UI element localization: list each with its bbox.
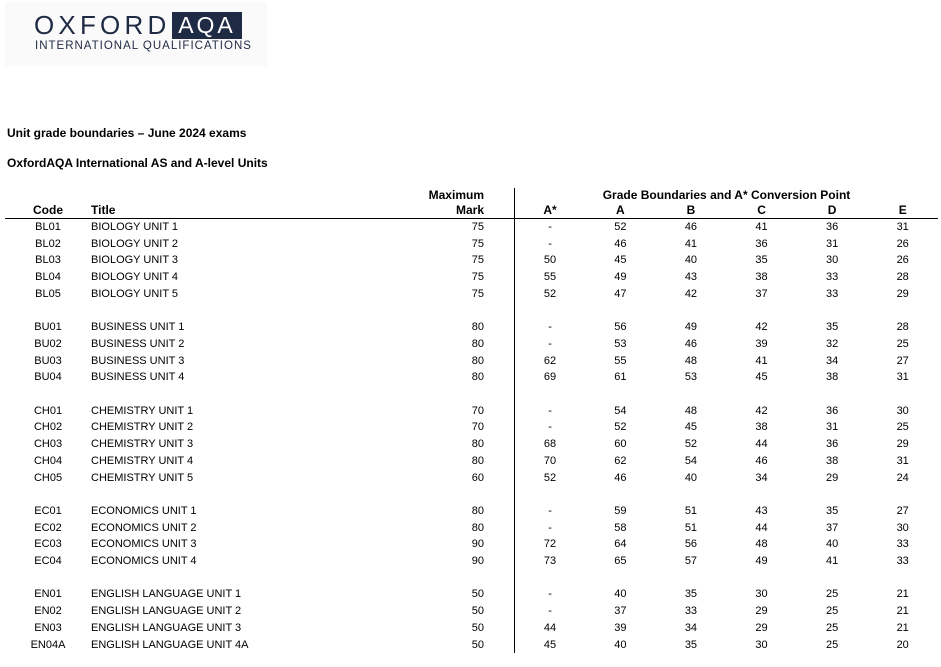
cell-e: 24 <box>896 471 909 484</box>
cell-code: BU03 <box>34 354 62 367</box>
cell-d: 25 <box>825 605 839 618</box>
cell-a: 46 <box>614 237 627 250</box>
cell-a: 49 <box>614 271 627 284</box>
cell-title: ECONOMICS UNIT 4 <box>91 555 197 568</box>
cell-astar: - <box>548 321 552 334</box>
cell-max: 50 <box>378 603 515 620</box>
cell-d: 36 <box>825 438 839 451</box>
cell-d: 34 <box>825 354 839 367</box>
cell-astar: 69 <box>543 371 557 384</box>
cell-code: CH03 <box>33 438 63 451</box>
cell-c: 36 <box>755 237 768 250</box>
cell-b: 35 <box>684 638 698 651</box>
cell-b: 57 <box>684 555 698 568</box>
cell-max: 80 <box>378 336 515 353</box>
cell-e: 25 <box>896 421 909 434</box>
cell-a: 40 <box>614 588 627 601</box>
cell-e: 20 <box>896 638 909 651</box>
grade-header-b: B <box>656 203 727 219</box>
cell-max: 75 <box>378 269 515 286</box>
cell-c: 44 <box>755 438 768 451</box>
cell-code: BU02 <box>34 337 62 350</box>
cell-c: 44 <box>755 521 768 534</box>
cell-b: 51 <box>684 504 698 517</box>
cell-d: 31 <box>825 237 839 250</box>
cell-title: ECONOMICS UNIT 3 <box>91 538 197 551</box>
table-row <box>5 353 938 370</box>
cell-d: 31 <box>825 421 839 434</box>
cell-title: CHEMISTRY UNIT 1 <box>91 404 194 417</box>
cell-max: 60 <box>378 470 515 487</box>
cell-code: EN03 <box>34 621 62 634</box>
cell-c: 49 <box>755 555 768 568</box>
cell-c: 39 <box>755 337 768 350</box>
cell-astar: 73 <box>543 555 557 568</box>
cell-e: 21 <box>896 621 909 634</box>
table-row <box>5 269 938 286</box>
cell-c: 41 <box>755 354 768 367</box>
cell-title: BUSINESS UNIT 2 <box>91 337 185 350</box>
cell-b: 46 <box>684 337 698 350</box>
cell-b: 51 <box>684 521 698 534</box>
cell-astar: - <box>548 421 552 434</box>
cell-b: 35 <box>684 588 698 601</box>
cell-title: CHEMISTRY UNIT 5 <box>91 471 194 484</box>
cell-d: 35 <box>825 321 839 334</box>
table-row <box>5 553 938 570</box>
cell-astar: - <box>548 404 552 417</box>
logo-aqa-box: AQA <box>172 12 242 39</box>
cell-code: BU01 <box>34 321 62 334</box>
cell-b: 40 <box>684 471 698 484</box>
cell-astar: 70 <box>543 454 557 467</box>
cell-a: 64 <box>614 538 627 551</box>
cell-b: 54 <box>684 454 698 467</box>
cell-e: 31 <box>896 371 909 384</box>
cell-code: CH05 <box>33 471 63 484</box>
cell-code: BL05 <box>35 287 61 300</box>
table-row <box>5 470 938 487</box>
cell-d: 38 <box>825 454 839 467</box>
cell-c: 30 <box>755 588 768 601</box>
cell-a: 53 <box>614 337 627 350</box>
logo-subtitle: INTERNATIONAL QUALIFICATIONS <box>35 40 252 52</box>
cell-a: 61 <box>614 371 627 384</box>
cell-e: 29 <box>896 438 909 451</box>
cell-c: 42 <box>755 321 768 334</box>
cell-e: 31 <box>896 221 909 233</box>
max-mark-header: Maximum <box>378 188 515 203</box>
cell-title: BIOLOGY UNIT 5 <box>91 287 179 300</box>
cell-d: 29 <box>825 471 839 484</box>
cell-code: CH01 <box>33 404 63 417</box>
cell-a: 46 <box>614 471 627 484</box>
cell-astar: - <box>548 504 552 517</box>
cell-c: 34 <box>755 471 768 484</box>
cell-a: 58 <box>614 521 627 534</box>
cell-c: 29 <box>755 621 768 634</box>
cell-d: 40 <box>825 538 839 551</box>
cell-astar: - <box>548 588 552 601</box>
grade-header-a: A <box>585 203 656 219</box>
cell-b: 49 <box>684 321 698 334</box>
cell-astar: - <box>548 605 552 618</box>
cell-e: 27 <box>896 504 909 517</box>
cell-b: 33 <box>684 605 698 618</box>
cell-title: BUSINESS UNIT 4 <box>91 371 185 384</box>
table-row <box>5 369 938 386</box>
cell-code: CH02 <box>33 421 63 434</box>
cell-astar: - <box>548 237 552 250</box>
cell-code: EC03 <box>34 538 62 551</box>
table-row <box>5 252 938 269</box>
cell-d: 37 <box>825 521 839 534</box>
group-spacer <box>5 570 938 587</box>
grade-header-e: E <box>867 203 938 219</box>
cell-e: 28 <box>896 271 909 284</box>
cell-b: 48 <box>684 354 698 367</box>
cell-e: 21 <box>896 605 909 618</box>
cell-d: 30 <box>825 254 839 267</box>
cell-a: 60 <box>614 438 627 451</box>
cell-b: 34 <box>684 621 698 634</box>
cell-code: EN01 <box>34 588 62 601</box>
cell-a: 39 <box>614 621 627 634</box>
cell-max: 75 <box>378 236 515 253</box>
cell-c: 42 <box>755 404 768 417</box>
cell-d: 25 <box>825 588 839 601</box>
cell-title: BIOLOGY UNIT 2 <box>91 237 179 250</box>
max-mark-header-line2: Mark <box>378 203 515 219</box>
cell-c: 29 <box>755 605 768 618</box>
cell-a: 47 <box>614 287 627 300</box>
cell-b: 42 <box>684 287 698 300</box>
cell-title: ENGLISH LANGUAGE UNIT 4A <box>91 638 249 651</box>
cell-max: 50 <box>378 620 515 637</box>
cell-title: BUSINESS UNIT 1 <box>91 321 185 334</box>
cell-title: CHEMISTRY UNIT 2 <box>91 421 194 434</box>
cell-code: BL02 <box>35 237 61 250</box>
cell-b: 46 <box>684 221 698 233</box>
table-row <box>5 319 938 336</box>
page-subtitle: OxfordAQA International AS and A-level Units <box>7 156 268 170</box>
cell-a: 55 <box>614 354 627 367</box>
cell-code: EC02 <box>34 521 62 534</box>
cell-c: 30 <box>755 638 768 651</box>
cell-astar: - <box>548 521 552 534</box>
cell-b: 48 <box>684 404 698 417</box>
cell-a: 45 <box>614 254 627 267</box>
cell-b: 40 <box>684 254 698 267</box>
table-row <box>5 620 938 637</box>
cell-a: 65 <box>614 555 627 568</box>
cell-astar: 68 <box>543 438 557 451</box>
table-row <box>5 453 938 470</box>
cell-e: 33 <box>896 555 909 568</box>
table-body <box>5 219 938 654</box>
grade-boundaries-header: Grade Boundaries and A* Conversion Point <box>602 188 851 202</box>
table-row <box>5 286 938 303</box>
cell-title: ECONOMICS UNIT 2 <box>91 521 197 534</box>
cell-c: 48 <box>755 538 768 551</box>
cell-max: 70 <box>378 403 515 420</box>
cell-e: 30 <box>896 521 909 534</box>
table-row <box>5 536 938 553</box>
table-row <box>5 503 938 520</box>
grade-header-d: D <box>797 203 868 219</box>
logo-oxford-text: OXFORD <box>34 10 171 40</box>
cell-astar: - <box>548 221 552 233</box>
cell-d: 36 <box>825 221 839 233</box>
cell-b: 43 <box>684 271 698 284</box>
grade-boundaries-table <box>5 188 938 653</box>
cell-code: CH04 <box>33 454 63 467</box>
cell-c: 37 <box>755 287 768 300</box>
cell-c: 43 <box>755 504 768 517</box>
cell-b: 45 <box>684 421 698 434</box>
cell-max: 80 <box>378 453 515 470</box>
cell-d: 32 <box>825 337 839 350</box>
cell-d: 35 <box>825 504 839 517</box>
cell-c: 45 <box>755 371 768 384</box>
cell-d: 33 <box>825 287 839 300</box>
cell-max: 80 <box>378 319 515 336</box>
cell-a: 40 <box>614 638 627 651</box>
cell-b: 53 <box>684 371 698 384</box>
cell-code: EC01 <box>34 504 62 517</box>
cell-a: 62 <box>614 454 627 467</box>
cell-astar: 45 <box>543 638 557 651</box>
cell-astar: 52 <box>543 287 557 300</box>
cell-code: EN02 <box>34 605 62 618</box>
cell-code: BL01 <box>35 221 61 233</box>
cell-e: 29 <box>896 287 909 300</box>
cell-d: 41 <box>825 555 839 568</box>
grade-header-astar: A* <box>515 203 586 219</box>
cell-c: 35 <box>755 254 768 267</box>
table-row <box>5 637 938 654</box>
cell-e: 33 <box>896 538 909 551</box>
cell-title: CHEMISTRY UNIT 4 <box>91 454 194 467</box>
cell-astar: 55 <box>543 271 557 284</box>
cell-a: 52 <box>614 221 627 233</box>
cell-max: 75 <box>378 219 515 236</box>
cell-title: ENGLISH LANGUAGE UNIT 2 <box>91 605 242 618</box>
cell-e: 31 <box>896 454 909 467</box>
cell-max: 80 <box>378 369 515 386</box>
cell-b: 52 <box>684 438 698 451</box>
group-spacer <box>5 486 938 503</box>
group-spacer <box>5 386 938 403</box>
table-row <box>5 419 938 436</box>
cell-e: 21 <box>896 588 909 601</box>
table-row <box>5 436 938 453</box>
cell-title: BIOLOGY UNIT 1 <box>91 221 179 233</box>
table-row <box>5 603 938 620</box>
cell-e: 30 <box>896 404 909 417</box>
cell-d: 25 <box>825 621 839 634</box>
cell-max: 80 <box>378 503 515 520</box>
cell-c: 46 <box>755 454 768 467</box>
cell-d: 25 <box>825 638 839 651</box>
group-spacer <box>5 303 938 320</box>
cell-e: 28 <box>896 321 909 334</box>
cell-c: 38 <box>755 271 768 284</box>
cell-a: 56 <box>614 321 627 334</box>
cell-title: BIOLOGY UNIT 4 <box>91 271 179 284</box>
cell-astar: 72 <box>543 538 557 551</box>
cell-astar: 52 <box>543 471 557 484</box>
cell-max: 80 <box>378 436 515 453</box>
table-row <box>5 520 938 537</box>
table-row <box>5 336 938 353</box>
cell-max: 90 <box>378 553 515 570</box>
cell-a: 37 <box>614 605 627 618</box>
cell-code: BU04 <box>34 371 62 384</box>
cell-astar: - <box>548 337 552 350</box>
cell-astar: 44 <box>543 621 557 634</box>
cell-max: 50 <box>378 637 515 654</box>
code-header: Code <box>5 203 91 219</box>
logo <box>5 2 267 66</box>
cell-c: 41 <box>755 221 768 233</box>
cell-max: 75 <box>378 252 515 269</box>
table-row <box>5 586 938 603</box>
cell-title: ENGLISH LANGUAGE UNIT 1 <box>91 588 242 601</box>
cell-max: 70 <box>378 419 515 436</box>
cell-code: BL03 <box>35 254 61 267</box>
cell-title: BIOLOGY UNIT 3 <box>91 254 179 267</box>
page-title: Unit grade boundaries – June 2024 exams <box>7 126 247 140</box>
cell-a: 59 <box>614 504 627 517</box>
cell-a: 54 <box>614 404 627 417</box>
grade-header-c: C <box>726 203 797 219</box>
cell-e: 26 <box>896 254 909 267</box>
cell-e: 25 <box>896 337 909 350</box>
cell-astar: 62 <box>543 354 557 367</box>
cell-e: 27 <box>896 354 909 367</box>
cell-title: BUSINESS UNIT 3 <box>91 354 185 367</box>
cell-code: EN04A <box>30 638 66 651</box>
cell-title: ECONOMICS UNIT 1 <box>91 504 197 517</box>
cell-b: 56 <box>684 538 698 551</box>
cell-max: 90 <box>378 536 515 553</box>
cell-max: 80 <box>378 353 515 370</box>
cell-d: 36 <box>825 404 839 417</box>
table-row <box>5 236 938 253</box>
cell-max: 80 <box>378 520 515 537</box>
cell-title: CHEMISTRY UNIT 3 <box>91 438 194 451</box>
cell-max: 75 <box>378 286 515 303</box>
cell-b: 41 <box>684 237 698 250</box>
cell-c: 38 <box>755 421 768 434</box>
cell-code: EC04 <box>34 555 62 568</box>
cell-code: BL04 <box>35 271 61 284</box>
cell-d: 38 <box>825 371 839 384</box>
title-header: Title <box>91 203 378 219</box>
cell-e: 26 <box>896 237 909 250</box>
cell-title: ENGLISH LANGUAGE UNIT 3 <box>91 621 242 634</box>
cell-max: 50 <box>378 586 515 603</box>
cell-astar: 50 <box>543 254 557 267</box>
cell-d: 33 <box>825 271 839 284</box>
cell-a: 52 <box>614 421 627 434</box>
table-row <box>5 219 938 236</box>
table-row <box>5 403 938 420</box>
